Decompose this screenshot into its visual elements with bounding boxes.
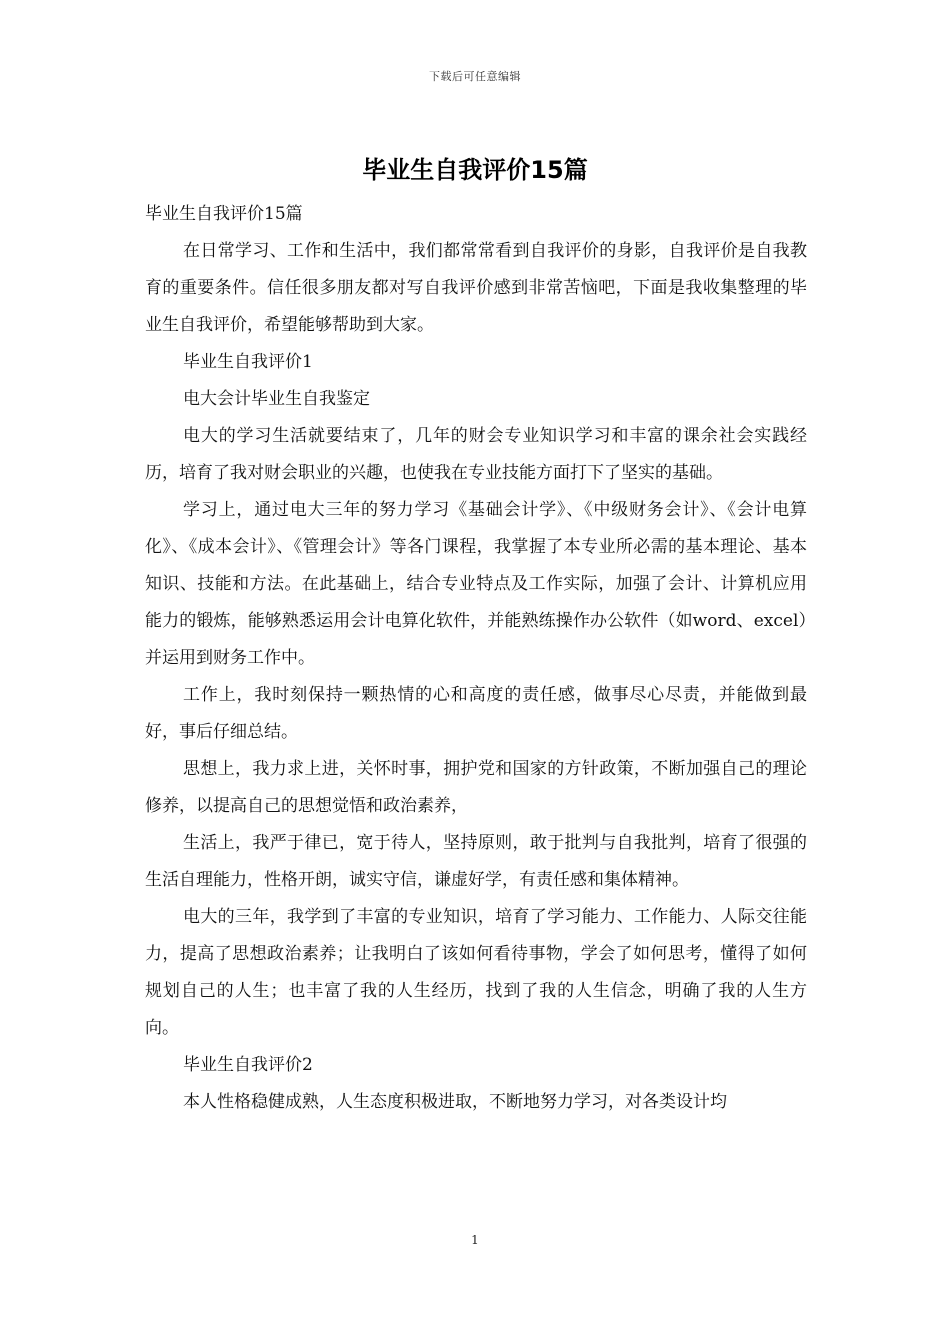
body-paragraph: 学习上，通过电大三年的努力学习《基础会计学》、《中级财务会计》、《会计电算化》、《成本会计》、《管理会计》等各门课程，我掌握了本专业所必需的基本理论、基本知识、技能和方法。在此基础上，结合专业特点及工作实际，加强了会计、计算机应用能力的锻炼，能够熟悉运用会计电算化软件，并能熟练操作办公软件（如word、excel）并运用到财务工作中。	[145, 500, 807, 668]
intro-paragraph: 在日常学习、工作和生活中，我们都常常看到自我评价的身影，自我评价是自我教育的重要条件。信任很多朋友都对写自我评价感到非常苦恼吧，下面是我收集整理的毕业生自我评价，希望能够帮助到大家。	[145, 241, 807, 335]
subtitle-line: 毕业生自我评价15篇	[145, 204, 303, 224]
body-paragraph: 本人性格稳健成熟，人生态度积极进取，不断地努力学习，对各类设计均	[183, 1092, 727, 1112]
section-heading-2: 毕业生自我评价2	[183, 1055, 313, 1075]
header-note: 下载后可任意编辑	[429, 70, 521, 83]
body-paragraph: 工作上，我时刻保持一颗热情的心和高度的责任感，做事尽心尽责，并能做到最好，事后仔细总结。	[145, 685, 807, 742]
document-body	[145, 196, 807, 1121]
body-paragraph: 电大的学习生活就要结束了，几年的财会专业知识学习和丰富的课余社会实践经历，培育了我对财会职业的兴趣，也使我在专业技能方面打下了坚实的基础。	[145, 426, 807, 483]
body-paragraph: 生活上，我严于律已，宽于待人，坚持原则，敢于批判与自我批判，培育了很强的生活自理能力，性格开朗，诚实守信，谦虚好学，有责任感和集体精神。	[145, 833, 807, 890]
section-subheading: 电大会计毕业生自我鉴定	[183, 389, 370, 409]
document-title: 毕业生自我评价15篇	[362, 156, 588, 184]
body-paragraph: 思想上，我力求上进，关怀时事，拥护党和国家的方针政策，不断加强自己的理论修养，以提高自己的思想觉悟和政治素养，	[145, 759, 807, 816]
section-heading-1: 毕业生自我评价1	[183, 352, 313, 372]
page-number: 1	[471, 1233, 479, 1247]
body-paragraph: 电大的三年，我学到了丰富的专业知识，培育了学习能力、工作能力、人际交往能力，提高了思想政治素养；让我明白了该如何看待事物，学会了如何思考，懂得了如何规划自己的人生；也丰富了我的人生经历，找到了我的人生信念，明确了我的人生方向。	[145, 907, 807, 1038]
